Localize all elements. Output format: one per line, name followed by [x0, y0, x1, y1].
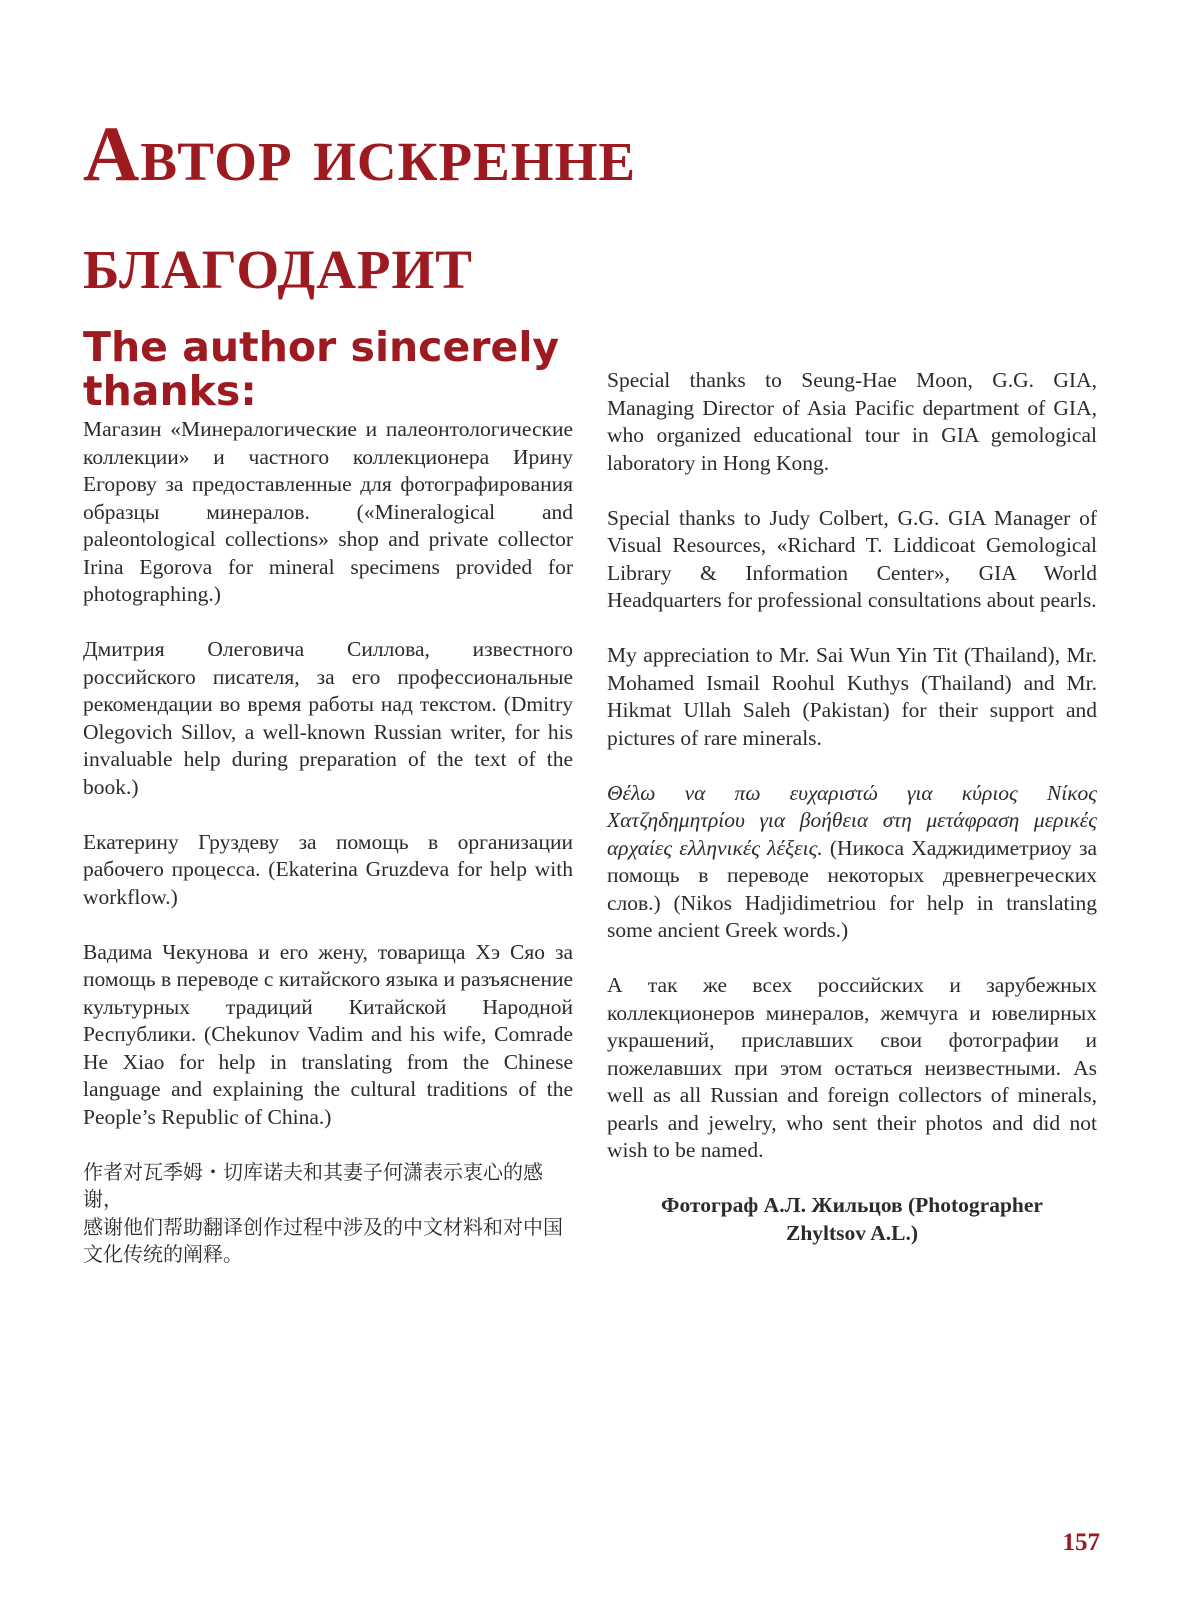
subtitle-line1: The author sincerely [83, 323, 560, 371]
paragraph-chinese-line1: 作者对瓦季姆・切库诺夫和其妻子何潇表示衷心的感谢， [83, 1159, 543, 1211]
paragraph-chinese [83, 1159, 573, 1269]
subtitle [83, 325, 573, 413]
photographer-credit [607, 1192, 1097, 1247]
paragraph-appreciation: My appreciation to Mr. Sai Wun Yin Tit (Thailand), Mr. Mohamed Ismail Roohul Kuthys (Thailand) and Mr. Hikmat Ullah Saleh (Pakistan) for their support and pictures of rare minerals. [607, 643, 1097, 750]
page-title-line2: благодарит [83, 218, 473, 305]
photographer-credit-line2: Zhyltsov A.L.) [785, 1220, 918, 1245]
paragraph-gruzdeva: Екатерину Груздеву за помощь в организации рабочего процесса. (Ekaterina Gruzdeva for help with workflow.) [83, 829, 573, 909]
photographer-credit-line1: Фотограф А.Л. Жильцов (Photographer [661, 1193, 1043, 1217]
greek-text: Θέλω να πω ευχαριστώ για κύριος Νίκος Χατζηδημητρίου για βοήθεια στη μετάφραση μερικές αρχαίες ελληνικές λέξεις. [607, 780, 1097, 860]
paragraph-collectors: А так же всех российских и зарубежных коллекционеров минералов, жемчуга и ювелирных украшений, приславших свои фотографии и пожелавших при этом остаться неизвестными. As well as all Russian and foreign collectors of minerals, pearls and jewelry, who sent their photos and did not wish to be named. [607, 973, 1097, 1162]
page-title-line1: Автор искренне [83, 110, 637, 197]
page-number: 157 [1062, 1529, 1100, 1556]
subtitle-line2: thanks: [83, 367, 257, 415]
paragraph-greek [607, 780, 1097, 945]
paragraph-chinese-line2: 感谢他们帮助翻译创作过程中涉及的中文材料和对中国文化传统的阐释。 [83, 1214, 563, 1266]
right-column [607, 367, 1097, 1247]
greek-translation: (Никоса Хаджидиметриоу за помощь в переводе некоторых древнегреческих слов.) (Nikos Hadjidimetriou for help in translating some ancient Greek words.) [607, 835, 1097, 942]
paragraph-mineral-shop: Магазин «Минералогические и палеонтологические коллекции» и частного коллекционера Ирину Егорову за предоставленные для фотографирования образцы минералов. («Mineralogical and paleontological collections» shop and private collector Irina Egorova for mineral specimens provided for photographing.) [83, 417, 573, 606]
paragraph-sillov: Дмитрия Олеговича Силлова, известного российского писателя, за его профессиональные рекомендации во время работы над текстом. (Dmitry Olegovich Sillov, a well-known Russian writer, for his invaluable help during preparation of the text of the book.) [83, 637, 573, 799]
paragraph-moon: Special thanks to Seung-Hae Moon, G.G. GIA, Managing Director of Asia Pacific department of GIA, who organized educational tour in GIA gemological laboratory in Hong Kong. [607, 368, 1097, 475]
paragraph-chekunov: Вадима Чекунова и его жену, товарища Хэ Сяо за помощь в переводе с китайского языка и разъяснение культурных традиций Китайской Народной Республики. (Chekunov Vadim and his wife, Comrade He Xiao for help in translating from the Chinese language and explaining the cultural traditions of the People’s Republic of China.) [83, 939, 573, 1129]
paragraph-colbert: Special thanks to Judy Colbert, G.G. GIA Manager of Visual Resources, «Richard T. Liddicoat Gemological Library & Information Center», GIA World Headquarters for professional consultations about pearls. [607, 505, 1097, 612]
left-column [83, 325, 573, 1269]
page-title [83, 100, 1083, 316]
